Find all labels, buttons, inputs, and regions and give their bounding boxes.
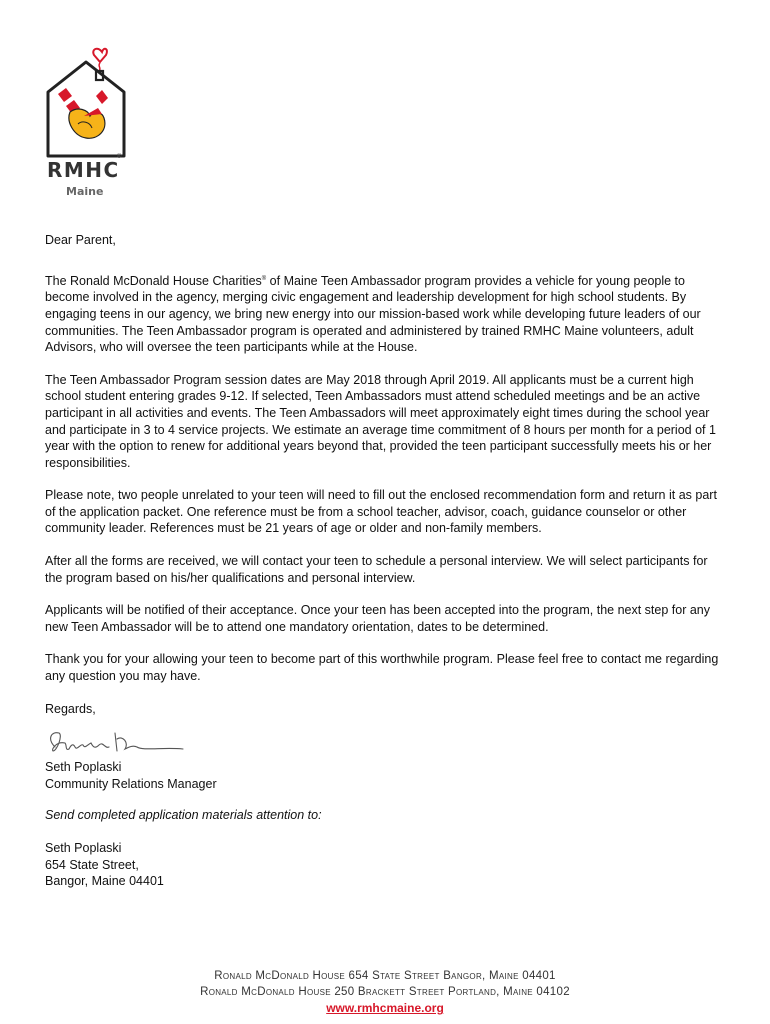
address-name: Seth Poplaski: [45, 841, 122, 855]
footer-address-portland: Ronald McDonald House 250 Brackett Street Portland, Maine 04102: [200, 986, 570, 998]
logo-title: RMHC: [47, 158, 120, 182]
signer-title: Community Relations Manager: [45, 776, 217, 791]
footer-address-bangor: Ronald McDonald House 654 State Street Bangor, Maine 04401: [214, 970, 556, 982]
paragraph-intro: [45, 271, 725, 356]
paragraph-intro-start: The Ronald McDonald House Charities: [45, 273, 262, 288]
closing: Regards,: [45, 701, 96, 716]
address-street: 654 State Street,: [45, 857, 139, 872]
paragraph-acceptance: Applicants will be notified of their acceptance. Once your teen has been accepted into the program, the next step for any new Teen Ambassador will be to attend one mandatory orientation, dates to be determined.: [45, 603, 710, 634]
paragraph-references: Please note, two people unrelated to your teen will need to fill out the enclosed recommendation form and return it as part of the application packet. One reference must be from a school teacher, advisor, coach, guidance counselor or other community leader. References must be 21 years of age or older and non-family members.: [45, 488, 717, 536]
registered-mark: ®: [117, 154, 122, 160]
website-link[interactable]: www.rmhcmaine.org: [326, 1001, 444, 1015]
footer: [0, 968, 770, 1016]
paragraph-intro-rest: of Maine Teen Ambassador program provides a vehicle for young people to become involved in the agency, merging civic engagement and leadership development for high school students. By engaging teens in our agency, we bring new energy into our mission-based work while developing future leaders of our communities. The Teen Ambassador program is operated and administered by trained RMHC Maine volunteers, adult Advisors, who will oversee the teen participants while at the House.: [45, 273, 701, 355]
rmhc-logo: [44, 44, 128, 204]
signer-name: Seth Poplaski: [45, 760, 122, 775]
signature-block: [45, 759, 725, 792]
address-city: Bangor, Maine 04401: [45, 874, 164, 889]
house-hands-icon: [44, 44, 128, 160]
letter-body: [45, 232, 725, 890]
logo-subtitle: Maine: [66, 185, 104, 198]
send-note: Send completed application materials attention to:: [45, 808, 322, 823]
signature-image: [43, 725, 193, 759]
paragraph-session-dates: The Teen Ambassador Program session dates are May 2018 through April 2019. All applicants must be a current high school student entering grades 9-12. If selected, Teen Ambassadors must attend scheduled meetings and be an active participant in all activities and events. The Teen Ambassadors will meet approximately eight times during the school year and participate in 3 to 4 service projects. We estimate an average time commitment of 8 hours per month for a period of 1 year with the option to renew for additional years beyond that, provided the teen participant successfully meets his or her responsibilities.: [45, 372, 716, 470]
paragraph-interview: After all the forms are received, we will contact your teen to schedule a personal interview. We will select participants for the program based on his/her qualifications and personal interview.: [45, 554, 708, 585]
paragraph-thanks: Thank you for your allowing your teen to become part of this worthwhile program. Please feel free to contact me regarding any question you may have.: [45, 652, 719, 684]
registered-superscript: ®: [261, 275, 267, 282]
mailing-address: [45, 840, 725, 890]
greeting: Dear Parent,: [45, 233, 116, 247]
